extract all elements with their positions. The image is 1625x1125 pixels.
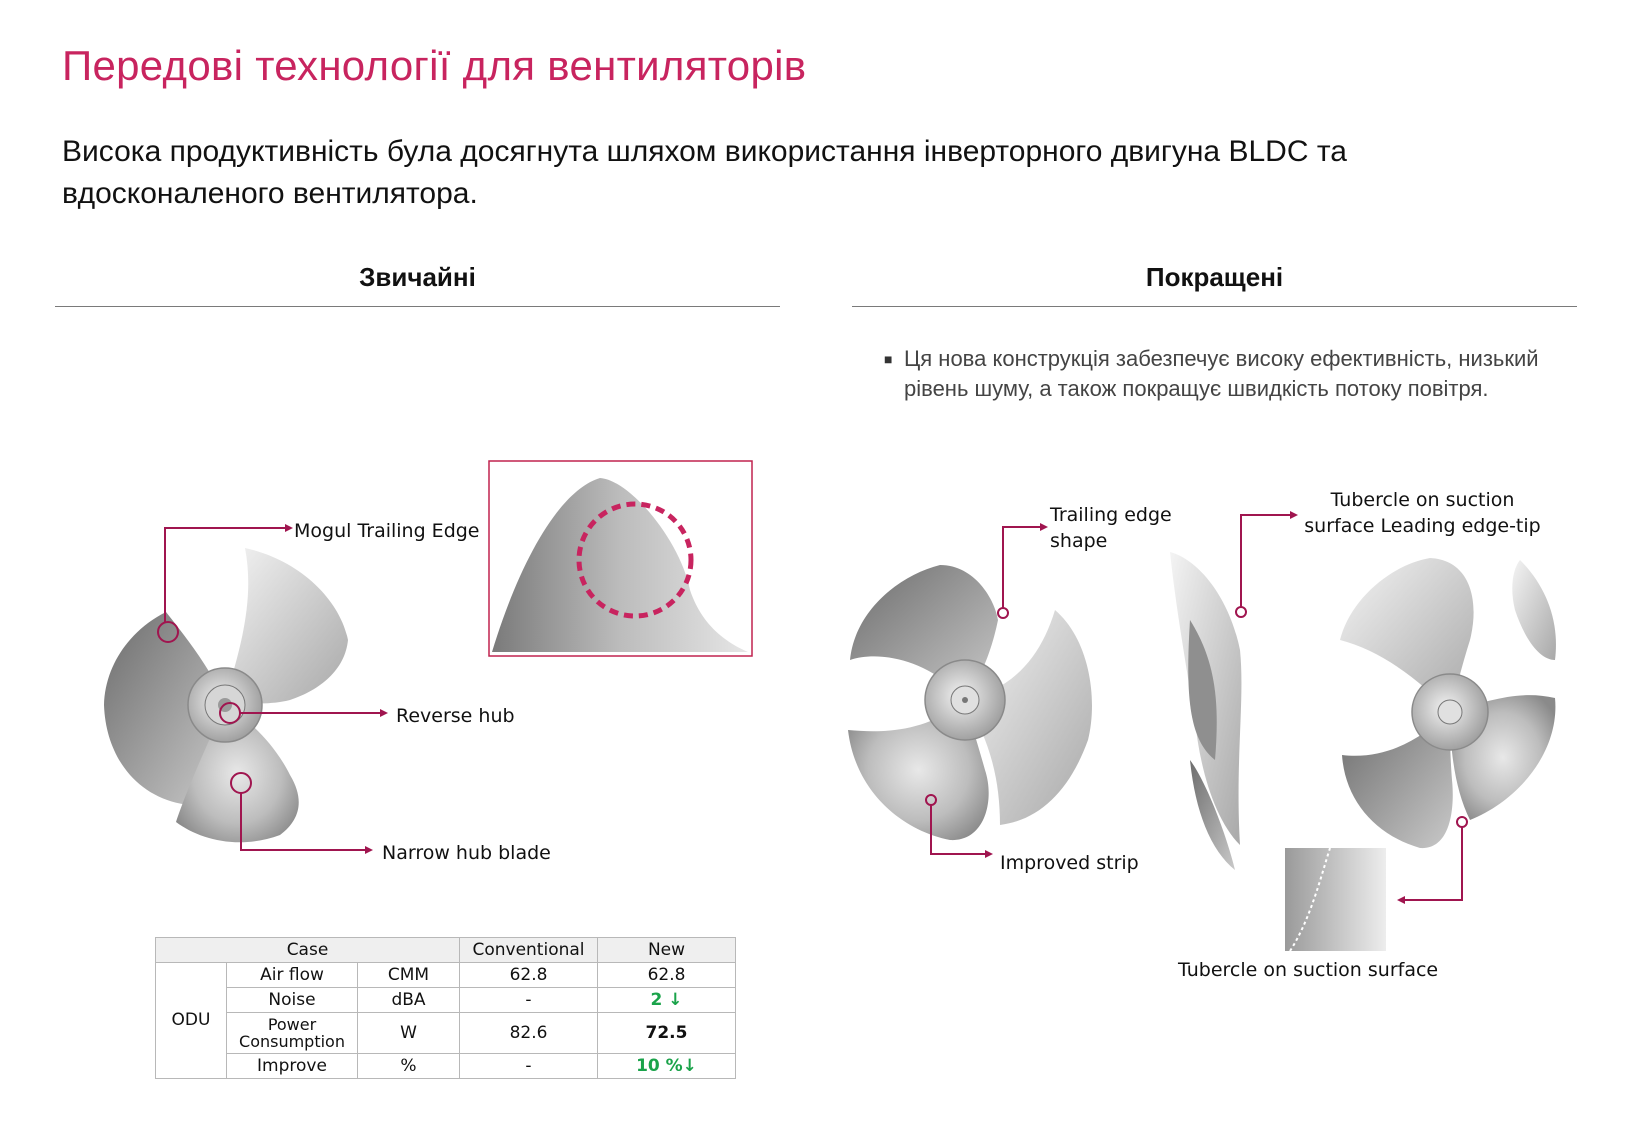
- narrow-hub-blade-label: Narrow hub blade: [382, 842, 551, 864]
- row-conventional: -: [460, 1054, 598, 1079]
- row-new: 72.5: [598, 1013, 736, 1054]
- row-unit: dBA: [358, 988, 460, 1013]
- row-name: Improve: [227, 1054, 358, 1079]
- row-name: Air flow: [227, 963, 358, 988]
- row-name: Power Consumption: [227, 1013, 358, 1054]
- trailing-edge-shape-label: Trailing edge shape: [1050, 504, 1172, 552]
- table-row: [156, 1013, 736, 1054]
- improved-strip-label: Improved strip: [1000, 852, 1139, 874]
- header-case: Case: [156, 938, 460, 963]
- row-conventional: 62.8: [460, 963, 598, 988]
- comparison-table: [155, 937, 736, 1079]
- reverse-hub-label: Reverse hub: [396, 705, 515, 727]
- conventional-fan-image: [104, 548, 348, 842]
- improved-fan-back-image: [1340, 558, 1556, 848]
- table-header-row: [156, 938, 736, 963]
- table-row: [156, 1054, 736, 1079]
- row-new: 62.8: [598, 963, 736, 988]
- improved-bullet-text: Ця нова конструкція забезпечує високу ефективність, низький рівень шуму, а також покращує швидкість потоку повітря.: [904, 346, 1539, 401]
- row-unit: CMM: [358, 963, 460, 988]
- bullet-icon: ■: [884, 351, 893, 367]
- row-name: Noise: [227, 988, 358, 1013]
- group-odu: ODU: [156, 963, 227, 1079]
- mogul-zoom-image: [489, 461, 752, 656]
- row-conventional: 82.6: [460, 1013, 598, 1054]
- row-new: 2 ↓: [598, 988, 736, 1013]
- improved-heading: Покращені: [1145, 262, 1284, 292]
- tubercle-strip-image: [1285, 848, 1386, 951]
- mogul-trailing-edge-label: Mogul Trailing Edge: [294, 520, 480, 542]
- page-subtitle: Висока продуктивність була досягнута шляхом використання інверторного двигуна BLDC та вдосконаленого вентилятора.: [62, 135, 1347, 210]
- improved-fan-front-image: [848, 565, 1092, 840]
- row-unit: %: [358, 1054, 460, 1079]
- improved-fan-side-image: [1170, 552, 1241, 870]
- table-row: [156, 963, 736, 988]
- conventional-heading: Звичайні: [359, 262, 476, 292]
- header-conventional: Conventional: [460, 938, 598, 963]
- header-new: New: [598, 938, 736, 963]
- tubercle-suction-surface-label: Tubercle on suction surface: [1178, 959, 1439, 981]
- row-conventional: -: [460, 988, 598, 1013]
- table-row: [156, 988, 736, 1013]
- tubercle-leading-edge-label: Tubercle on suction surface Leading edge-tip: [1304, 489, 1541, 537]
- page-title: Передові технології для вентиляторів: [62, 42, 807, 89]
- row-unit: W: [358, 1013, 460, 1054]
- row-new: 10 %↓: [598, 1054, 736, 1079]
